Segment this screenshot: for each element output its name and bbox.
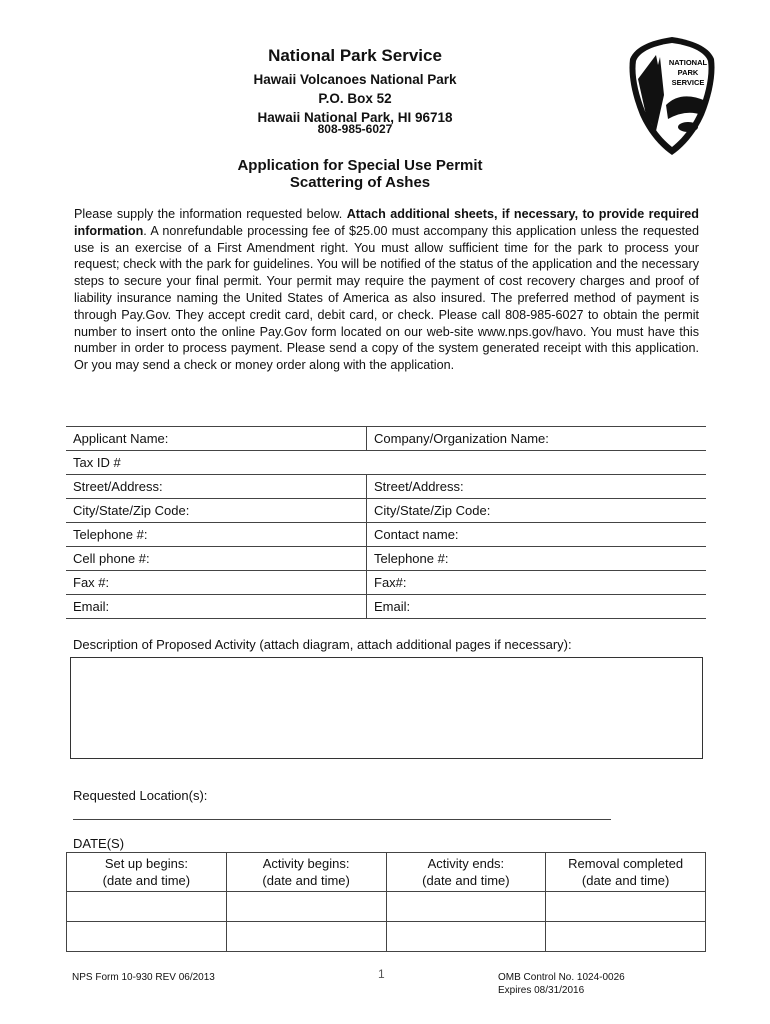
telephone-left-field[interactable]: Telephone #: [73, 527, 148, 542]
column-divider [366, 427, 367, 450]
park-name: Hawaii Volcanoes National Park [253, 72, 457, 87]
date-cell[interactable] [546, 922, 706, 952]
column-divider [366, 571, 367, 594]
description-textarea[interactable] [70, 657, 703, 759]
activity-ends-header [386, 853, 546, 892]
applicant-info-grid [66, 426, 706, 619]
dates-header-row [67, 853, 706, 892]
form-id: NPS Form 10-930 REV 06/2013 [72, 972, 215, 983]
date-cell[interactable] [386, 922, 546, 952]
expiration-date: Expires 08/31/2016 [498, 985, 585, 996]
park-city: Hawaii National Park, HI 96718 [257, 110, 453, 125]
instructions-text-2: . A nonrefundable processing fee of $25.00 must accompany this application unless the requested use is an exercise of a First Amendment right. You must allow sufficient time for the park to process your request; check with the park for guidelines. You will be notified of the status of the application and the necessary steps to secure your final permit. Your permit may require the payment of cost recovery charges and proof of liability insurance naming the United States of America as also insured. The preferred method of payment is through Pay.Gov. They accept credit card, debit card, or check. Please call 808-985-6027 to obtain the permit number to insert onto the online Pay.Gov form located on our web-site www.nps.gov/havo. You must have this number in order to process payment. Please send a copy of the system generated receipt with this application. Or you may send a check or money order along with the application. [74, 223, 699, 373]
email-row [66, 595, 706, 619]
street-left-field[interactable]: Street/Address: [73, 479, 163, 494]
park-address [180, 70, 530, 127]
applicant-row [66, 427, 706, 451]
date-cell[interactable] [386, 892, 546, 922]
city-right-field[interactable]: City/State/Zip Code: [374, 503, 491, 518]
logo-text-park: PARK [677, 68, 699, 77]
fax-right-field[interactable]: Fax#: [374, 575, 407, 590]
activity-ends-sub: (date and time) [422, 873, 510, 888]
instructions-text-1: Please supply the information requested below. [74, 207, 347, 221]
telephone-row [66, 523, 706, 547]
po-box: P.O. Box 52 [318, 91, 392, 106]
cell-phone-field[interactable]: Cell phone #: [73, 551, 150, 566]
form-title-line2: Scattering of Ashes [289, 174, 431, 191]
removal-completed-title: Removal completed [568, 856, 684, 871]
tax-id-row [66, 451, 706, 475]
activity-begins-header [226, 853, 386, 892]
company-name-field[interactable]: Company/Organization Name: [374, 431, 549, 446]
email-left-field[interactable]: Email: [73, 599, 110, 614]
column-divider [366, 499, 367, 522]
street-row [66, 475, 706, 499]
dates-label: DATE(S) [73, 836, 125, 851]
setup-begins-sub: (date and time) [102, 873, 191, 888]
nps-arrowhead-icon [626, 35, 718, 157]
removal-completed-sub: (date and time) [581, 873, 670, 888]
form-title-line1: Application for Special Use Permit [237, 157, 483, 174]
applicant-name-field[interactable]: Applicant Name: [73, 431, 169, 446]
location-label: Requested Location(s): [73, 788, 208, 803]
activity-begins-sub: (date and time) [262, 873, 350, 888]
cell-row [66, 547, 706, 571]
column-divider [366, 595, 367, 618]
agency-name: National Park Service [268, 46, 442, 65]
dates-entry-row [67, 922, 706, 952]
park-phone: 808-985-6027 [317, 122, 393, 136]
city-row [66, 499, 706, 523]
removal-completed-header [546, 853, 706, 892]
form-title [150, 157, 570, 191]
telephone-right-field[interactable]: Telephone #: [374, 551, 449, 566]
description-label: Description of Proposed Activity (attach diagram, attach additional pages if necessary): [73, 637, 572, 652]
dates-table [66, 852, 706, 952]
column-divider [366, 523, 367, 546]
email-right-field[interactable]: Email: [374, 599, 411, 614]
omb-control: OMB Control No. 1024-0026 [498, 972, 625, 983]
date-cell[interactable] [226, 892, 386, 922]
instructions-paragraph [74, 206, 699, 374]
dates-entry-row [67, 892, 706, 922]
instructions-bold: Attach additional sheets, if necessary, to provide required information [74, 207, 699, 238]
date-cell[interactable] [67, 922, 227, 952]
date-cell[interactable] [226, 922, 386, 952]
column-divider [366, 475, 367, 498]
date-cell[interactable] [67, 892, 227, 922]
location-input-line[interactable] [73, 819, 611, 820]
setup-begins-title: Set up begins: [104, 856, 188, 871]
logo-text-service: SERVICE [671, 78, 705, 87]
activity-ends-title: Activity ends: [427, 856, 505, 871]
setup-begins-header [67, 853, 227, 892]
street-right-field[interactable]: Street/Address: [374, 479, 464, 494]
activity-begins-title: Activity begins: [262, 856, 350, 871]
city-left-field[interactable]: City/State/Zip Code: [73, 503, 190, 518]
contact-name-field[interactable]: Contact name: [374, 527, 459, 542]
tax-id-field[interactable]: Tax ID # [73, 455, 121, 470]
fax-left-field[interactable]: Fax #: [73, 575, 110, 590]
page-number: 1 [378, 967, 385, 981]
column-divider [366, 547, 367, 570]
logo-text-national: NATIONAL [668, 58, 708, 67]
date-cell[interactable] [546, 892, 706, 922]
fax-row [66, 571, 706, 595]
